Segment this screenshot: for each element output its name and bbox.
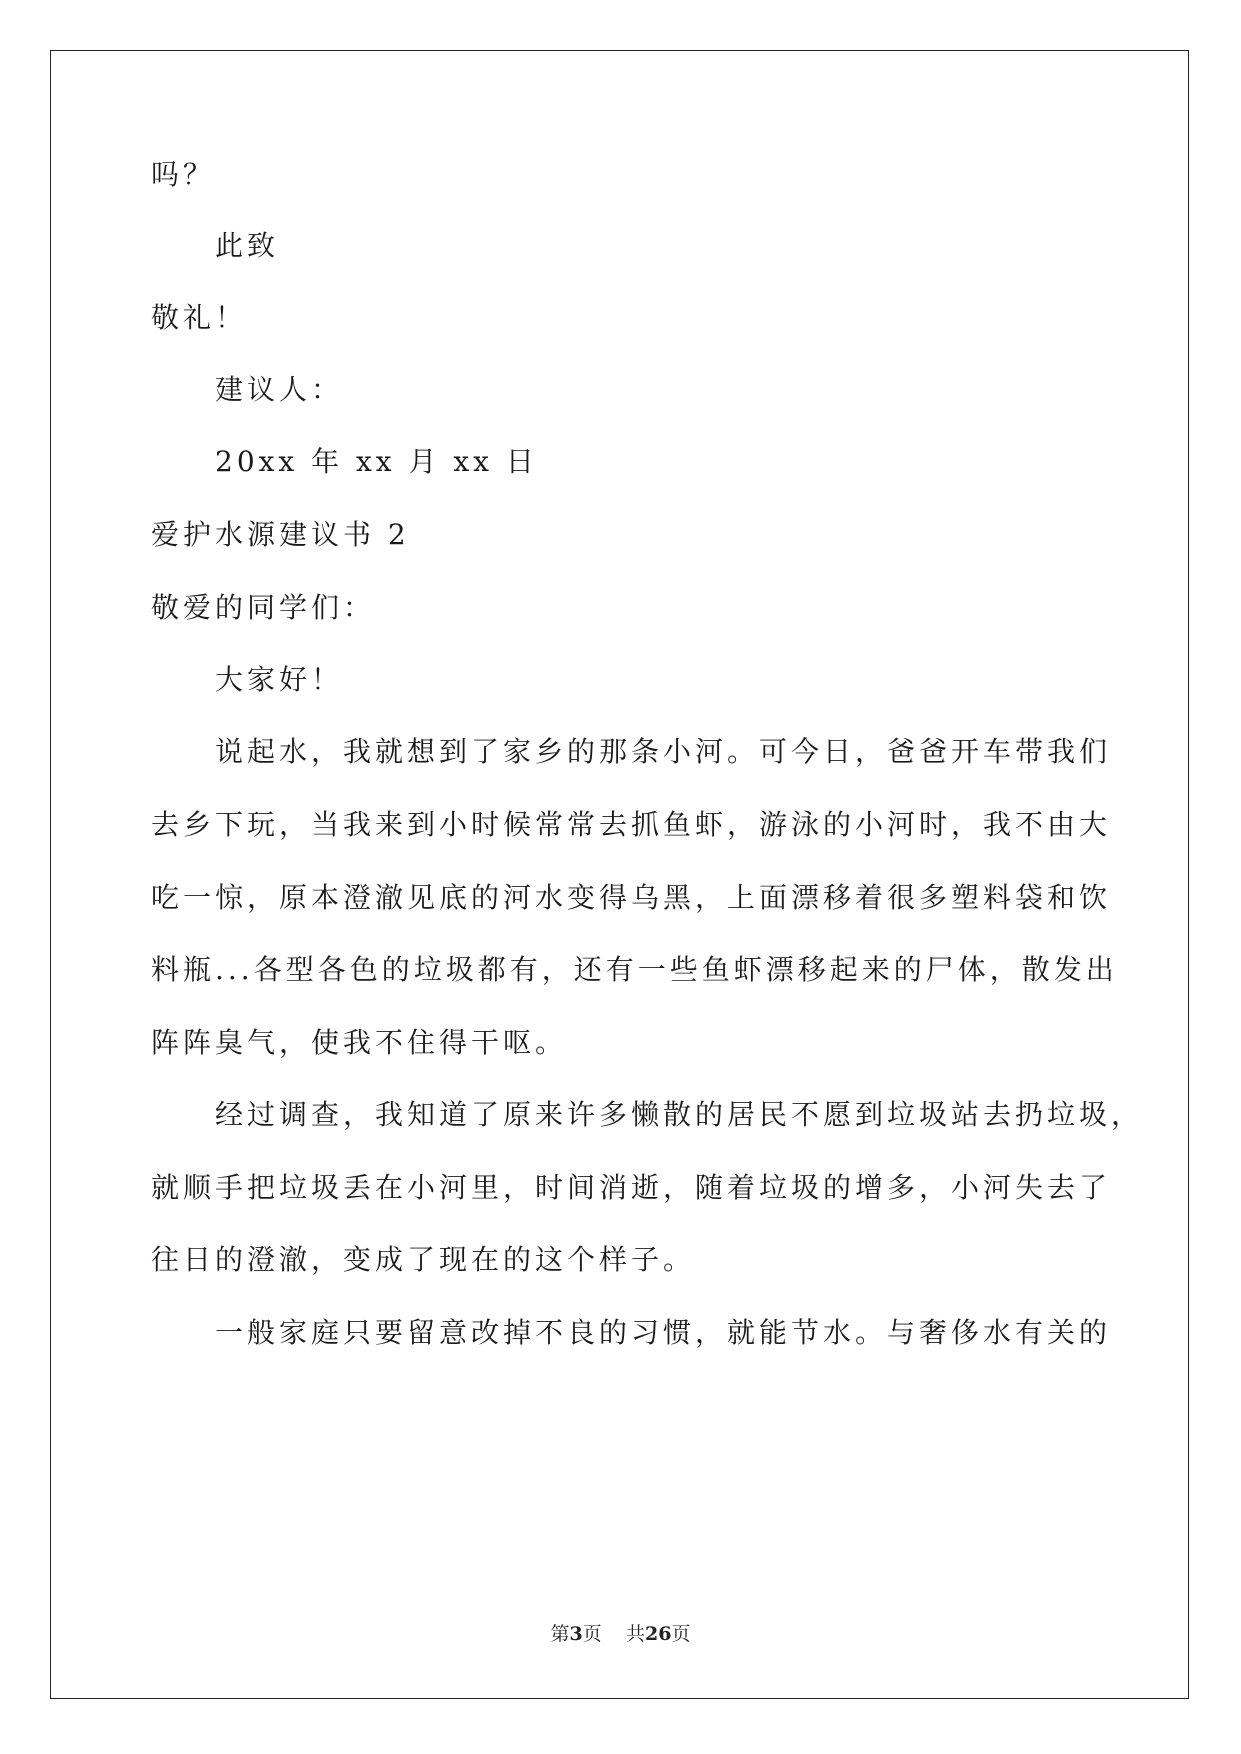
text-line: 料瓶...各型各色的垃圾都有，还有一些鱼虾漂移起来的尸体，散发出 <box>151 953 1118 986</box>
text-line: 吗？ <box>151 158 216 191</box>
text-line: 20xx 年 xx 月 xx 日 <box>215 445 538 478</box>
total-pages-number: 26 <box>644 1623 672 1645</box>
text-line: 敬礼！ <box>151 301 248 334</box>
text-line: 大家好！ <box>215 663 344 696</box>
text-line: 就顺手把垃圾丢在小河里，时间消逝，随着垃圾的增多，小河失去了 <box>151 1171 1112 1204</box>
text-line: 说起水，我就想到了家乡的那条小河。可今日，爸爸开车带我们 <box>215 735 1112 768</box>
text-line: 敬爱的同学们： <box>151 591 376 624</box>
footer-page-unit: 页 <box>582 1623 602 1645</box>
text-line: 一般家庭只要留意改掉不良的习惯，就能节水。与奢侈水有关的 <box>215 1316 1112 1349</box>
text-line: 此致 <box>215 229 280 262</box>
footer-total-prefix: 共 <box>625 1623 645 1645</box>
text-line: 阵阵臭气，使我不住得干呕。 <box>151 1026 568 1059</box>
text-line: 经过调查，我知道了原来许多懒散的居民不愿到垃圾站去扔垃圾， <box>215 1098 1144 1131</box>
text-line: 吃一惊，原本澄澈见底的河水变得乌黑，上面漂移着很多塑料袋和饮 <box>151 881 1112 914</box>
footer-total-unit: 页 <box>671 1623 691 1645</box>
text-line: 往日的澄澈，变成了现在的这个样子。 <box>151 1243 696 1276</box>
footer-prefix: 第 <box>550 1623 570 1645</box>
text-line: 去乡下玩，当我来到小时候常常去抓鱼虾，游泳的小河时，我不由大 <box>151 808 1112 841</box>
page-footer <box>0 1622 1241 1646</box>
current-page-number: 3 <box>569 1623 583 1645</box>
text-line: 建议人： <box>215 373 344 406</box>
section-title: 爱护水源建议书 2 <box>151 518 410 551</box>
